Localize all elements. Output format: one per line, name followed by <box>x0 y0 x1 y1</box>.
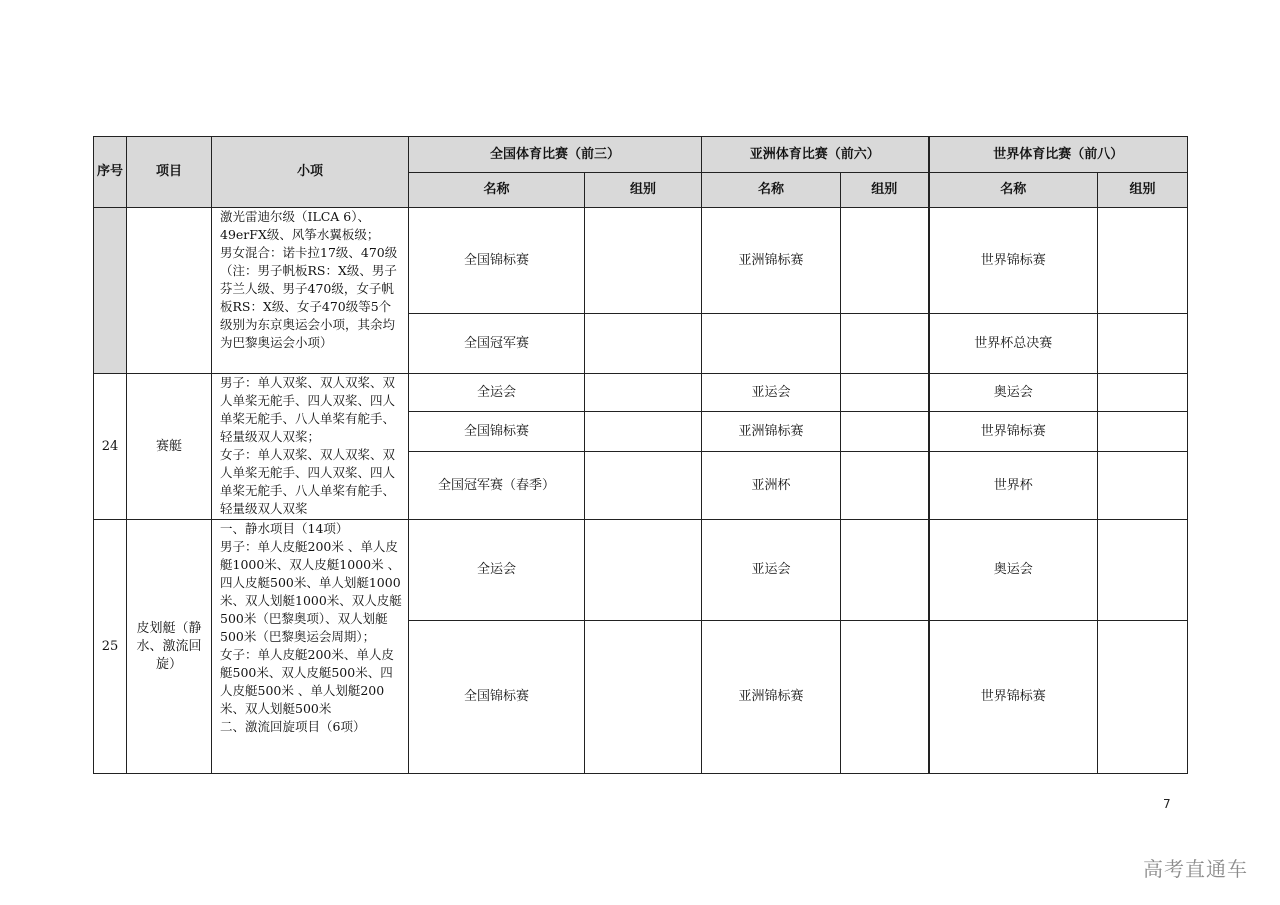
header-asian-name: 名称 <box>702 173 841 208</box>
canoe-item: 皮划艇（静水、激流回旋） <box>127 520 212 774</box>
canoe-world-group-2 <box>1098 621 1188 774</box>
page-number: 7 <box>1163 797 1171 811</box>
rowing-national-2: 全国锦标赛 <box>409 412 585 452</box>
sailing-national-group-1 <box>585 208 702 314</box>
rowing-asian-1: 亚运会 <box>702 374 841 412</box>
header-national: 全国体育比赛（前三） <box>409 137 702 173</box>
rowing-national-group-3 <box>585 452 702 520</box>
sailing-asian-2 <box>702 314 841 374</box>
canoe-events: 一、静水项目（14项） 男子：单人皮艇200米 、单人皮艇1000米、双人皮艇1000米 、四人皮艇500米、单人划艇1000米、双人划艇1000米、双人皮艇500米（巴黎奥项）、双人划艇500米（巴黎奥运会周期）； 女子：单人皮艇200米、单人皮艇500米、双人皮艇500米、四人皮艇500米 、单人划艇200米、双人划艇500米 二、激流回旋项目（6项） <box>212 520 409 774</box>
header-asian-group: 组别 <box>841 173 929 208</box>
rowing-asian-group-2 <box>841 412 929 452</box>
rowing-national-1: 全运会 <box>409 374 585 412</box>
sailing-seq-cell <box>94 208 127 374</box>
header-world-group: 组别 <box>1098 173 1188 208</box>
sailing-events: 激光雷迪尔级（ILCA 6）、 49erFX级、风筝水翼板级； 男女混合：诺卡拉17级、470级 （注：男子帆板RS：X级、男子芬兰人级、男子470级，女子帆板RS：X级、女子470级等5个级别为东京奥运会小项，其余均为巴黎奥运会小项） <box>212 208 409 374</box>
sailing-national-group-2 <box>585 314 702 374</box>
header-item: 项目 <box>127 137 212 208</box>
canoe-asian-group-1 <box>841 520 929 621</box>
canoe-national-group-2 <box>585 621 702 774</box>
rowing-item: 赛艇 <box>127 374 212 520</box>
rowing-asian-3: 亚洲杯 <box>702 452 841 520</box>
canoe-national-group-1 <box>585 520 702 621</box>
rowing-world-group-1 <box>1098 374 1188 412</box>
rowing-asian-group-3 <box>841 452 929 520</box>
rowing-national-group-2 <box>585 412 702 452</box>
rowing-national-3: 全国冠军赛（春季） <box>409 452 585 520</box>
sailing-asian-group-2 <box>841 314 929 374</box>
sailing-world-2: 世界杯总决赛 <box>929 314 1098 374</box>
rowing-asian-group-1 <box>841 374 929 412</box>
rowing-world-group-3 <box>1098 452 1188 520</box>
watermark: 高考直通车 <box>1143 857 1248 881</box>
sailing-national-2: 全国冠军赛 <box>409 314 585 374</box>
sailing-world-group-1 <box>1098 208 1188 314</box>
sailing-world-1: 世界锦标赛 <box>929 208 1098 314</box>
canoe-world-2: 世界锦标赛 <box>929 621 1098 774</box>
sailing-national-1: 全国锦标赛 <box>409 208 585 314</box>
canoe-seq: 25 <box>94 520 127 774</box>
header-world: 世界体育比赛（前八） <box>929 137 1188 173</box>
rowing-seq: 24 <box>94 374 127 520</box>
competition-table <box>93 136 1188 774</box>
canoe-national-2: 全国锦标赛 <box>409 621 585 774</box>
rowing-world-group-2 <box>1098 412 1188 452</box>
sailing-item-cell <box>127 208 212 374</box>
header-sub-item: 小项 <box>212 137 409 208</box>
canoe-asian-1: 亚运会 <box>702 520 841 621</box>
header-seq: 序号 <box>94 137 127 208</box>
header-asian: 亚洲体育比赛（前六） <box>702 137 929 173</box>
canoe-world-group-1 <box>1098 520 1188 621</box>
sailing-asian-group-1 <box>841 208 929 314</box>
rowing-world-2: 世界锦标赛 <box>929 412 1098 452</box>
canoe-world-1: 奥运会 <box>929 520 1098 621</box>
rowing-national-group-1 <box>585 374 702 412</box>
header-national-group: 组别 <box>585 173 702 208</box>
rowing-asian-2: 亚洲锦标赛 <box>702 412 841 452</box>
canoe-national-1: 全运会 <box>409 520 585 621</box>
canoe-asian-group-2 <box>841 621 929 774</box>
canoe-asian-2: 亚洲锦标赛 <box>702 621 841 774</box>
header-national-name: 名称 <box>409 173 585 208</box>
rowing-world-1: 奥运会 <box>929 374 1098 412</box>
header-world-name: 名称 <box>929 173 1098 208</box>
sailing-asian-1: 亚洲锦标赛 <box>702 208 841 314</box>
rowing-world-3: 世界杯 <box>929 452 1098 520</box>
sailing-world-group-2 <box>1098 314 1188 374</box>
rowing-events: 男子：单人双桨、双人双桨、双人单桨无舵手、四人双桨、四人单桨无舵手、八人单桨有舵手、轻量级双人双桨； 女子：单人双桨、双人双桨、双人单桨无舵手、四人双桨、四人单桨无舵手、八人单桨有舵手、轻量级双人双桨 <box>212 374 409 520</box>
